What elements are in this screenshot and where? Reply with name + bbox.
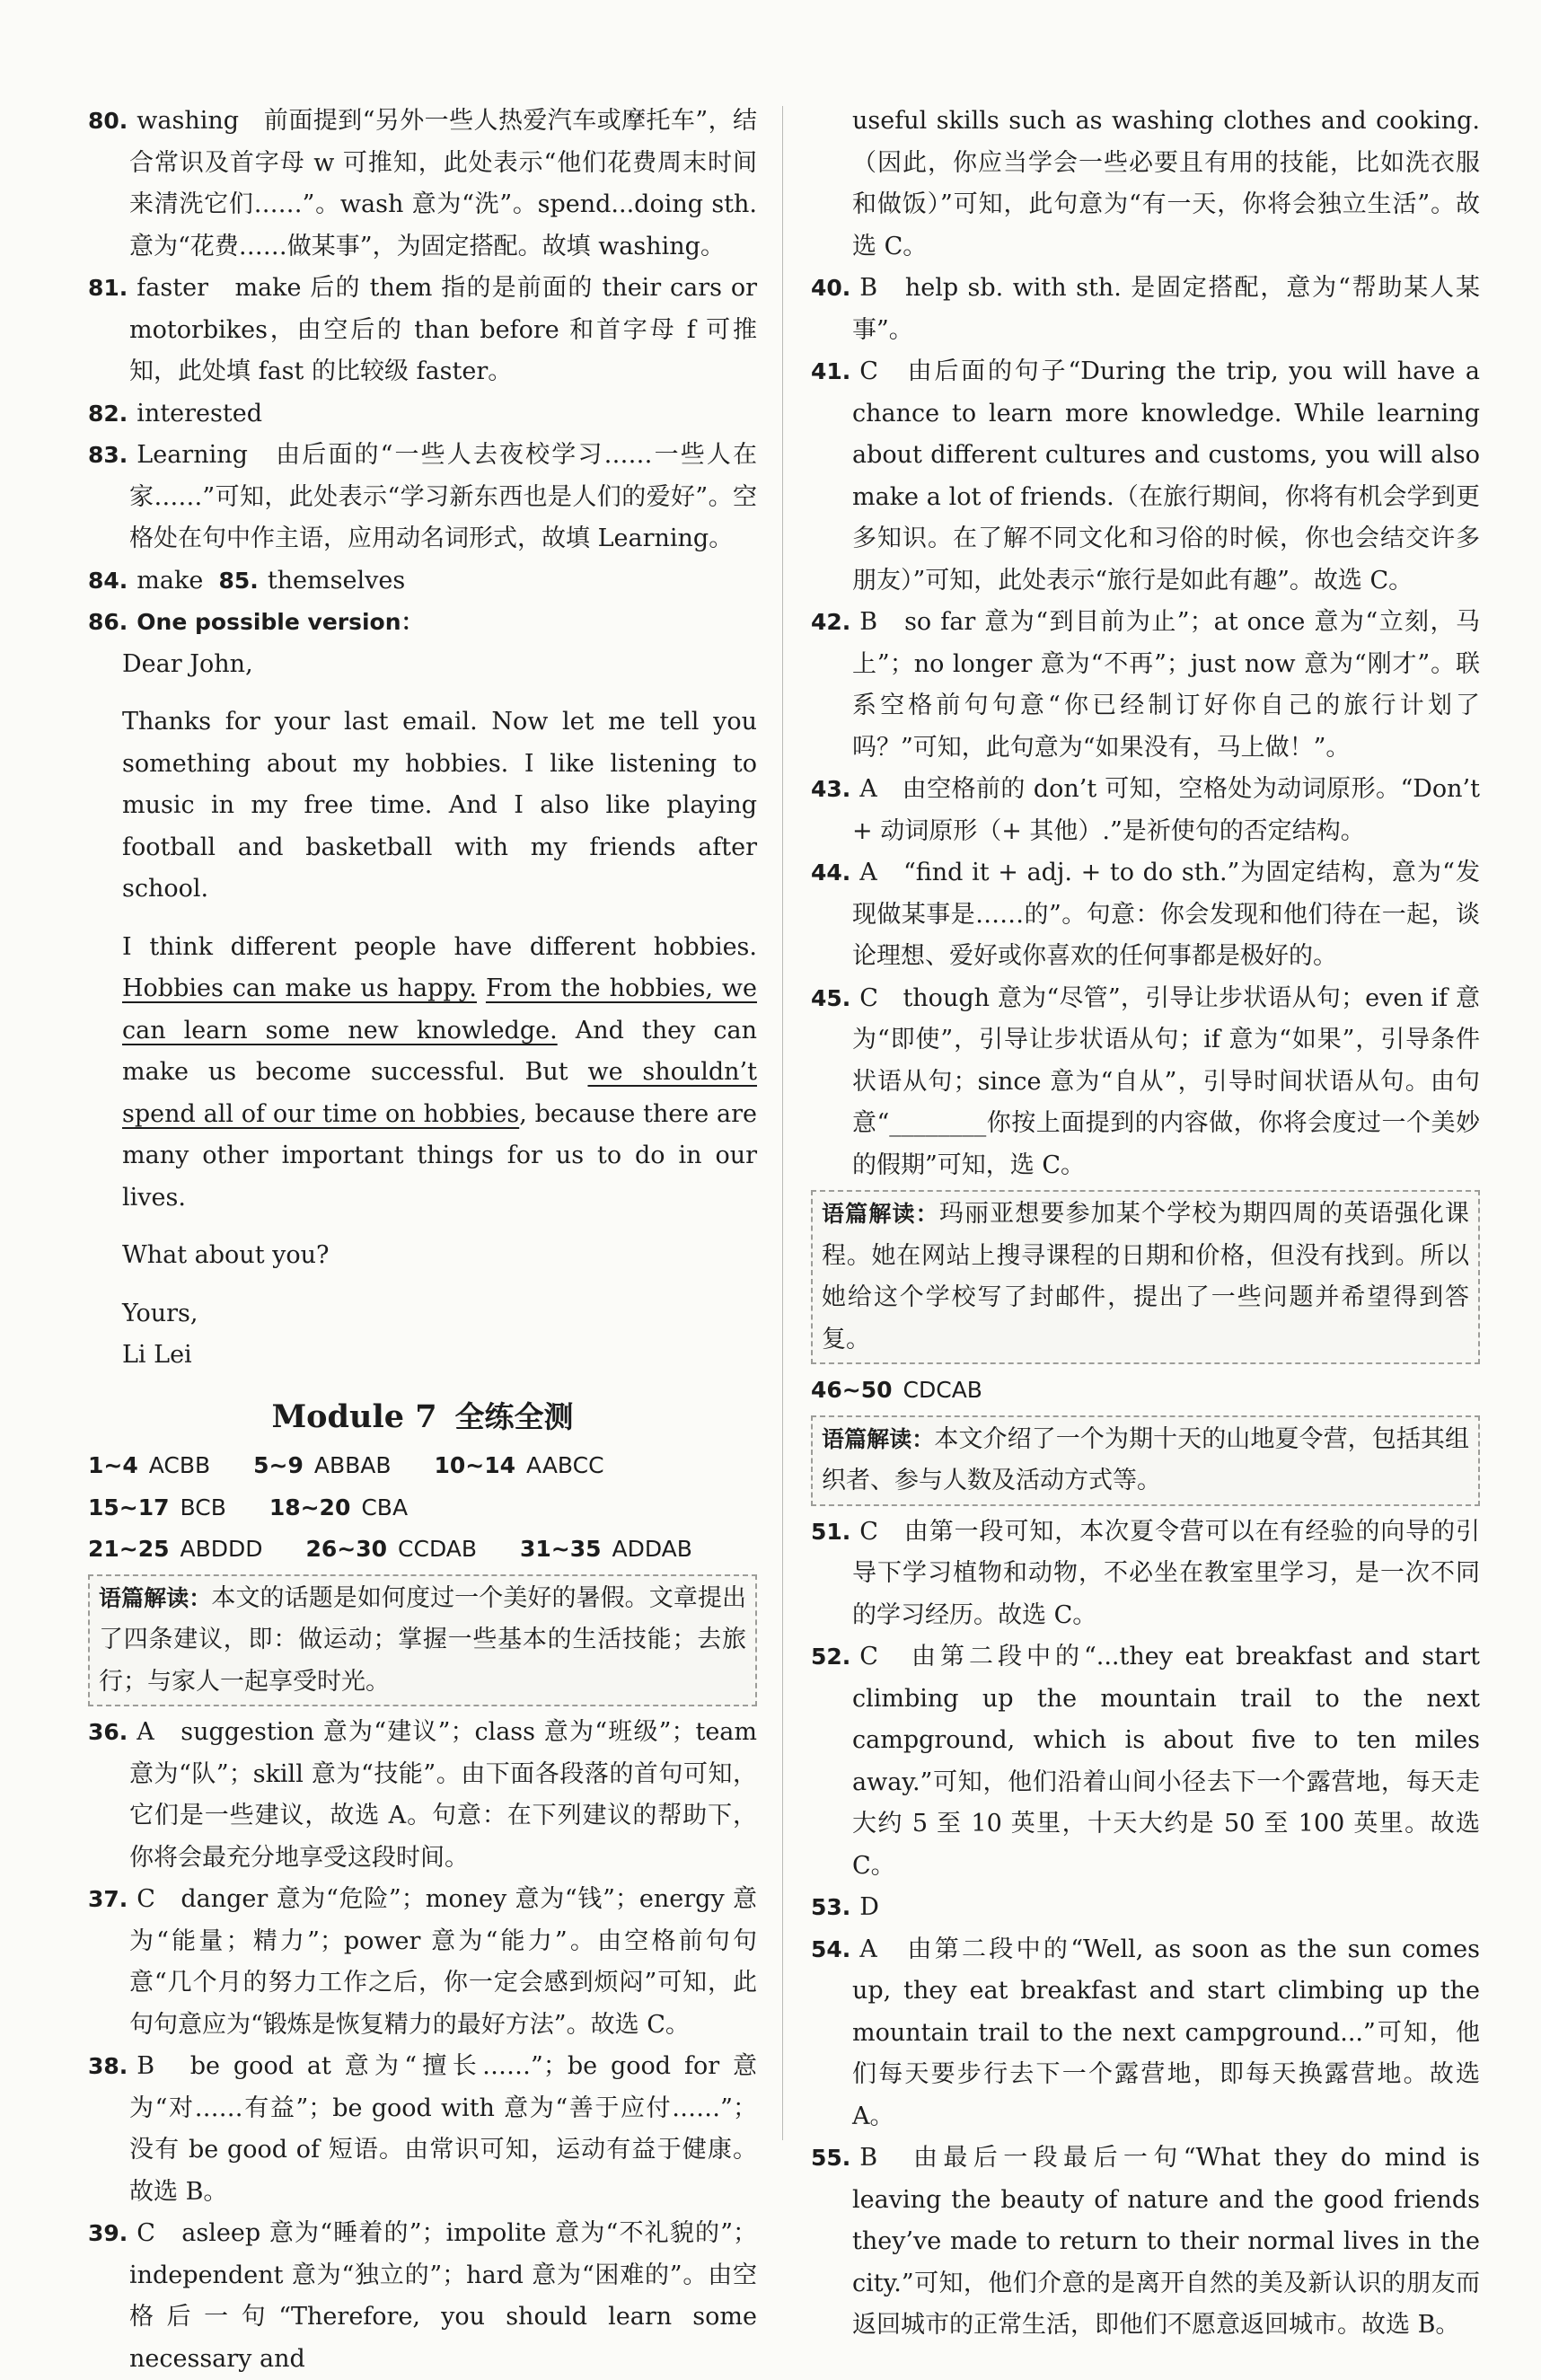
module-heading: Module 7 全练全测 <box>271 1397 574 1435</box>
sample-letter <box>88 644 757 1377</box>
letter-greeting: Dear John, <box>122 649 253 678</box>
answer-80: 80. washing 前面提到“另外一些人热爱汽车或摩托车”，结合常识及首字母 w 可推知，此处表示“他们花费周末时间来清洗它们……”。wash 意为“洗”。spend...doing sth. 意为“花费……做某事”，为固定搭配。故填 washing。 <box>88 107 757 260</box>
answer-51: 51. C 由第一段可知，本次夏令营可以在有经验的向导的引导下学习植物和动物，不必坐在教室里学习，是一次不同的学习经历。故选 C。 <box>811 1517 1480 1629</box>
answer-row-1: 1~4 ACBB 5~9 ABBAB 10~14 AABCC <box>88 1452 604 1478</box>
answer-38: 38. B be good at 意为“擅长……”；be good for 意为“对……有益”；be good with 意为“善于应付……”；没有 be good of 短语。由常识可知，运动有益于健康。故选 B。 <box>88 2052 757 2206</box>
left-column <box>88 101 757 2380</box>
answer-82: 82. interested <box>88 399 263 428</box>
right-column <box>811 101 1480 2347</box>
column-divider <box>782 106 783 2140</box>
letter-signature: Li Lei <box>122 1341 192 1369</box>
answer-row-2: 15~17 BCB 18~20 CBA <box>88 1494 409 1521</box>
answer-42: 42. B so far 意为“到目前为止”；at once 意为“立刻，马上”；no longer 意为“不再”；just now 意为“刚才”。联系空格前句句意“你已经制订好你自己的旅行计划了吗？”可知，此句意为“如果没有，马上做！”。 <box>811 608 1480 762</box>
letter-paragraph-1: Thanks for your last email. Now let me tell you something about my hobbies. I like listening to music in my free time. And I also like playing football and basketball with my friends after school. <box>122 708 757 903</box>
answer-83: 83. Learning 由后面的“一些人去夜校学习……一些人在家……”可知，此处表示“学习新东西也是人们的爱好”。空格处在句中作主语，应用动名词形式，故填 Learning。 <box>88 441 757 552</box>
answer-84-85: 84. make 85. themselves <box>88 566 406 595</box>
answer-37: 37. C danger 意为“危险”；money 意为“钱”；energy 意为“能量；精力”；power 意为“能力”。由空格前句句意“几个月的努力工作之后，你一定会感到烦闷”可知，此句句意应为“锻炼是恢复精力的最好方法”。故选 C。 <box>88 1885 757 2039</box>
letter-paragraph-2: I think different people have different hobbies. Hobbies can make us happy. From the hobbies, we can learn some new knowledge. And they can make us become successful. But we shouldn’t spend all of our time on hobbies, because there are many other important things for us to do in our lives. <box>122 932 757 1212</box>
answer-36: 36. A suggestion 意为“建议”；class 意为“班级”；team 意为“队”；skill 意为“技能”。由下面各段落的首句可知，它们是一些建议，故选 A。句意：在下列建议的帮助下，你将会最充分地享受这段时间。 <box>88 1718 757 1872</box>
answer-53: 53. D <box>811 1893 879 1921</box>
answer-81: 81. faster make 后的 them 指的是前面的 their cars or motorbikes，由空后的 than before 和首字母 f 可推知，此处填 fast 的比较级 faster。 <box>88 274 757 385</box>
answer-52: 52. C 由第二段中的“...they eat breakfast and start climbing up the mountain trail to the next campground, which is about five to ten miles away.”可知，他们沿着山间小径去下一个露营地，每天走大约 5 至 10 英里，十天大约是 50 至 100 英里。故选 C。 <box>811 1643 1480 1880</box>
passage-analysis-box: 语篇解读：本文介绍了一个为期十天的山地夏令营，包括其组织者、参与人数及活动方式等。 <box>811 1415 1480 1506</box>
answer-54: 54. A 由第二段中的“Well, as soon as the sun comes up, they eat breakfast and start climbing up the mountain trail to the next campground...”可知，他们每天要步行去下一个露营地，即每天换露营地。故选 A。 <box>811 1935 1480 2130</box>
answer-40: 40. B help sb. with sth. 是固定搭配，意为“帮助某人某事”。 <box>811 274 1480 344</box>
answer-55: 55. B 由最后一段最后一句“What they do mind is leaving the beauty of nature and the good friends they’ve made to return to their normal lives in the city.”可知，他们介意的是离开自然的美及新认识的朋友而返回城市的正常生活，即他们不愿意返回城市。故选 B。 <box>811 2144 1480 2339</box>
answer-86: 86. One possible version： <box>88 609 424 635</box>
answer-41: 41. C 由后面的句子“During the trip, you will have a chance to learn more knowledge. While learning about different cultures and customs, you will also make a lot of friends.（在旅行期间，你将有机会学到更多知识。在了解不同文化和习俗的时候，你也会结交许多朋友）”可知，此处表示“旅行是如此有趣”。故选 C。 <box>811 357 1480 595</box>
letter-closing: Yours, <box>122 1299 198 1327</box>
answer-44: 44. A “find it + adj. + to do sth.”为固定结构，意为“发现做某事是……的”。句意：你会发现和他们待在一起，谈论理想、爱好或你喜欢的任何事都是极好的。 <box>811 859 1480 970</box>
answer-39-continued: useful skills such as washing clothes and cooking.（因此，你应当学会一些必要且有用的技能，比如洗衣服和做饭）”可知，此句意为“有一天，你将会独立生活”。故选 C。 <box>852 107 1480 260</box>
answer-row-46-50: 46~50 CDCAB <box>811 1377 982 1403</box>
answer-43: 43. A 由空格前的 don’t 可知，空格处为动词原形。“Don’t + 动词原形（+ 其他）.”是祈使句的否定结构。 <box>811 775 1480 845</box>
letter-paragraph-3: What about you? <box>122 1241 330 1269</box>
answer-row-3: 21~25 ABDDD 26~30 CCDAB 31~35 ADDAB <box>88 1536 692 1562</box>
answer-45: 45. C though 意为“尽管”，引导让步状语从句；even if 意为“即使”，引导让步状语从句；if 意为“如果”，引导条件状语从句；since 意为“自从”，引导时间状语从句。由句意“________你按上面提到的内容做，你将会度过一个美妙的假期”可知，选 C。 <box>811 983 1480 1179</box>
passage-analysis-box: 语篇解读：本文的话题是如何度过一个美好的暑假。文章提出了四条建议，即：做运动；掌握一些基本的生活技能；去旅行；与家人一起享受时光。 <box>88 1574 757 1707</box>
passage-analysis-box: 语篇解读：玛丽亚想要参加某个学校为期四周的英语强化课程。她在网站上搜寻课程的日期和价格，但没有找到。所以她给这个学校写了封邮件，提出了一些问题并希望得到答复。 <box>811 1190 1480 1364</box>
answer-39: 39. C asleep 意为“睡着的”；impolite 意为“不礼貌的”；independent 意为“独立的”；hard 意为“困难的”。由空格后一句“Therefore, you should learn some necessary and <box>88 2219 757 2373</box>
